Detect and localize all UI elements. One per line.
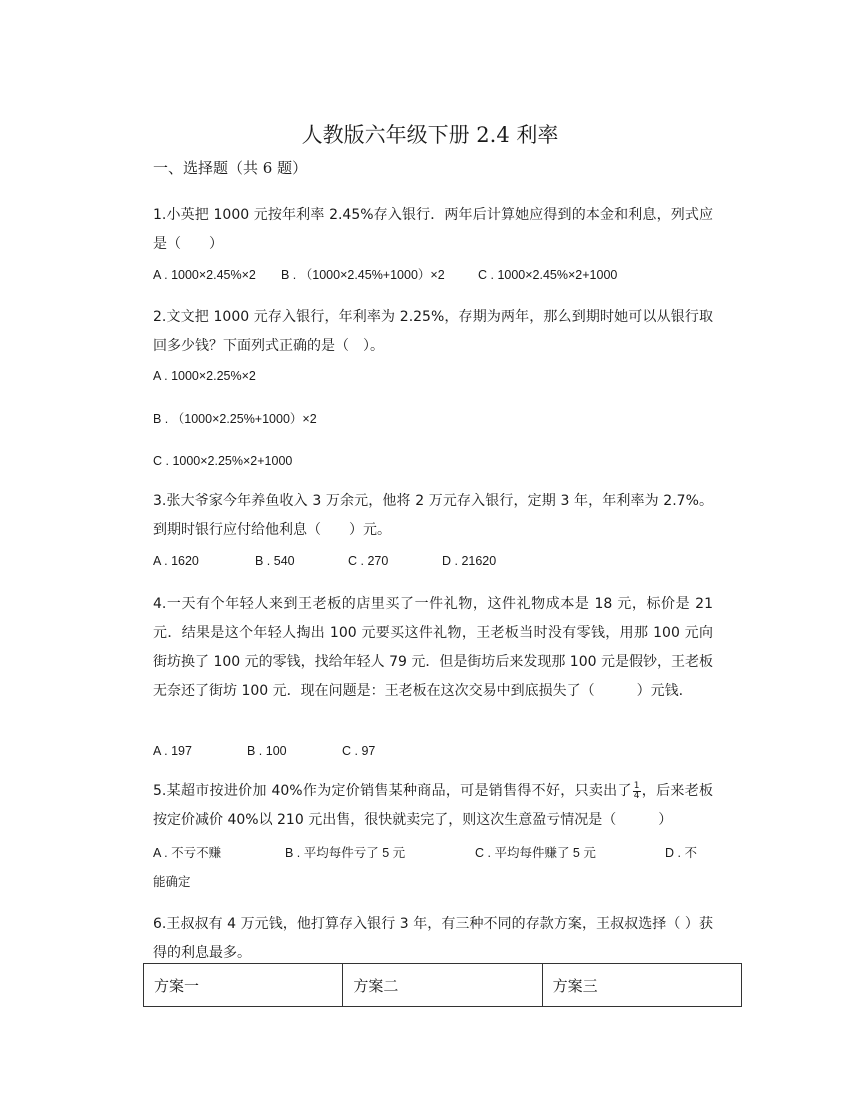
question-5-stem-b: ，后来老板按定价减价 40%以 210 元出售，很快就卖完了，则这次生意盈亏情况是（ ） — [153, 783, 713, 828]
option-d: D . 21620 — [442, 554, 497, 568]
option-c: C . 270 — [348, 554, 389, 568]
option-b: B . 100 — [247, 744, 287, 758]
option-a: A . 不亏不赚 — [153, 846, 222, 860]
option-c: C . 97 — [342, 744, 376, 758]
option-a: A . 1620 — [153, 554, 199, 568]
option-c: C . 平均每件赚了 5 元 — [475, 846, 596, 860]
table-header-cell: 方案二 — [343, 964, 542, 1007]
page-title: 人教版六年级下册 2.4 利率 — [301, 123, 559, 147]
question-6: 6.王叔叔有 4 万元钱，他打算存入银行 3 年，有三种不同的存款方案，王叔叔选择（ ）获得的利息最多。 — [153, 916, 713, 961]
question-3: 3.张大爷家今年养鱼收入 3 万余元，他将 2 万元存入银行，定期 3 年，年利率为 2.7%。到期时银行应付给他利息（ ）元。 — [153, 493, 713, 538]
question-3-options — [153, 551, 496, 571]
option-a: A . 1000×2.45%×2 — [153, 268, 256, 282]
option-c: C . 1000×2.45%×2+1000 — [478, 268, 618, 282]
question-5-options — [153, 843, 697, 863]
option-d: D . 不 — [665, 846, 697, 860]
plan-table — [143, 963, 742, 1007]
question-1-options — [153, 265, 617, 285]
question-4: 4.一天有个年轻人来到王老板的店里买了一件礼物，这件礼物成本是 18 元，标价是 21 元．结果是这个年轻人掏出 100 元要买这件礼物，王老板当时没有零钱，用那 100 元向街坊换了 100 元的零钱，找给年轻人 79 元．但是街坊后来发现那 100 元是假钞，王老板无奈还了街坊 100 元．现在问题是：王老板在这次交易中到底损失了（ ）元钱. — [153, 596, 713, 699]
question-5 — [153, 777, 713, 835]
option-a: A . 197 — [153, 744, 192, 758]
question-5-option-d-wrap: 能确定 — [153, 875, 191, 889]
fraction-one-quarter: $\frac{1}{4}$ — [633, 780, 640, 801]
option-b: B . 540 — [255, 554, 295, 568]
option-b: B . （1000×2.45%+1000）×2 — [281, 268, 445, 282]
question-2-option-c: C . 1000×2.25%×2+1000 — [153, 454, 293, 468]
question-1: 1.小英把 1000 元按年利率 2.45%存入银行．两年后计算她应得到的本金和利息，列式应是（ ） — [153, 207, 713, 252]
question-2-option-b: B . （1000×2.25%+1000）×2 — [153, 412, 317, 426]
question-2: 2.文文把 1000 元存入银行，年利率为 2.25%，存期为两年，那么到期时她可以从银行取回多少钱？下面列式正确的是（ ）。 — [153, 309, 713, 354]
section-heading: 一、选择题（共 6 题） — [153, 159, 308, 177]
question-2-option-a: A . 1000×2.25%×2 — [153, 369, 256, 383]
question-4-options — [153, 741, 375, 761]
option-b: B . 平均每件亏了 5 元 — [285, 846, 406, 860]
question-5-stem-a: 5.某超市按进价加 40%作为定价销售某种商品，可是销售得不好，只卖出了 — [153, 783, 632, 799]
table-header-cell: 方案三 — [542, 964, 741, 1007]
table-header-cell: 方案一 — [144, 964, 343, 1007]
table-row — [144, 964, 742, 1007]
